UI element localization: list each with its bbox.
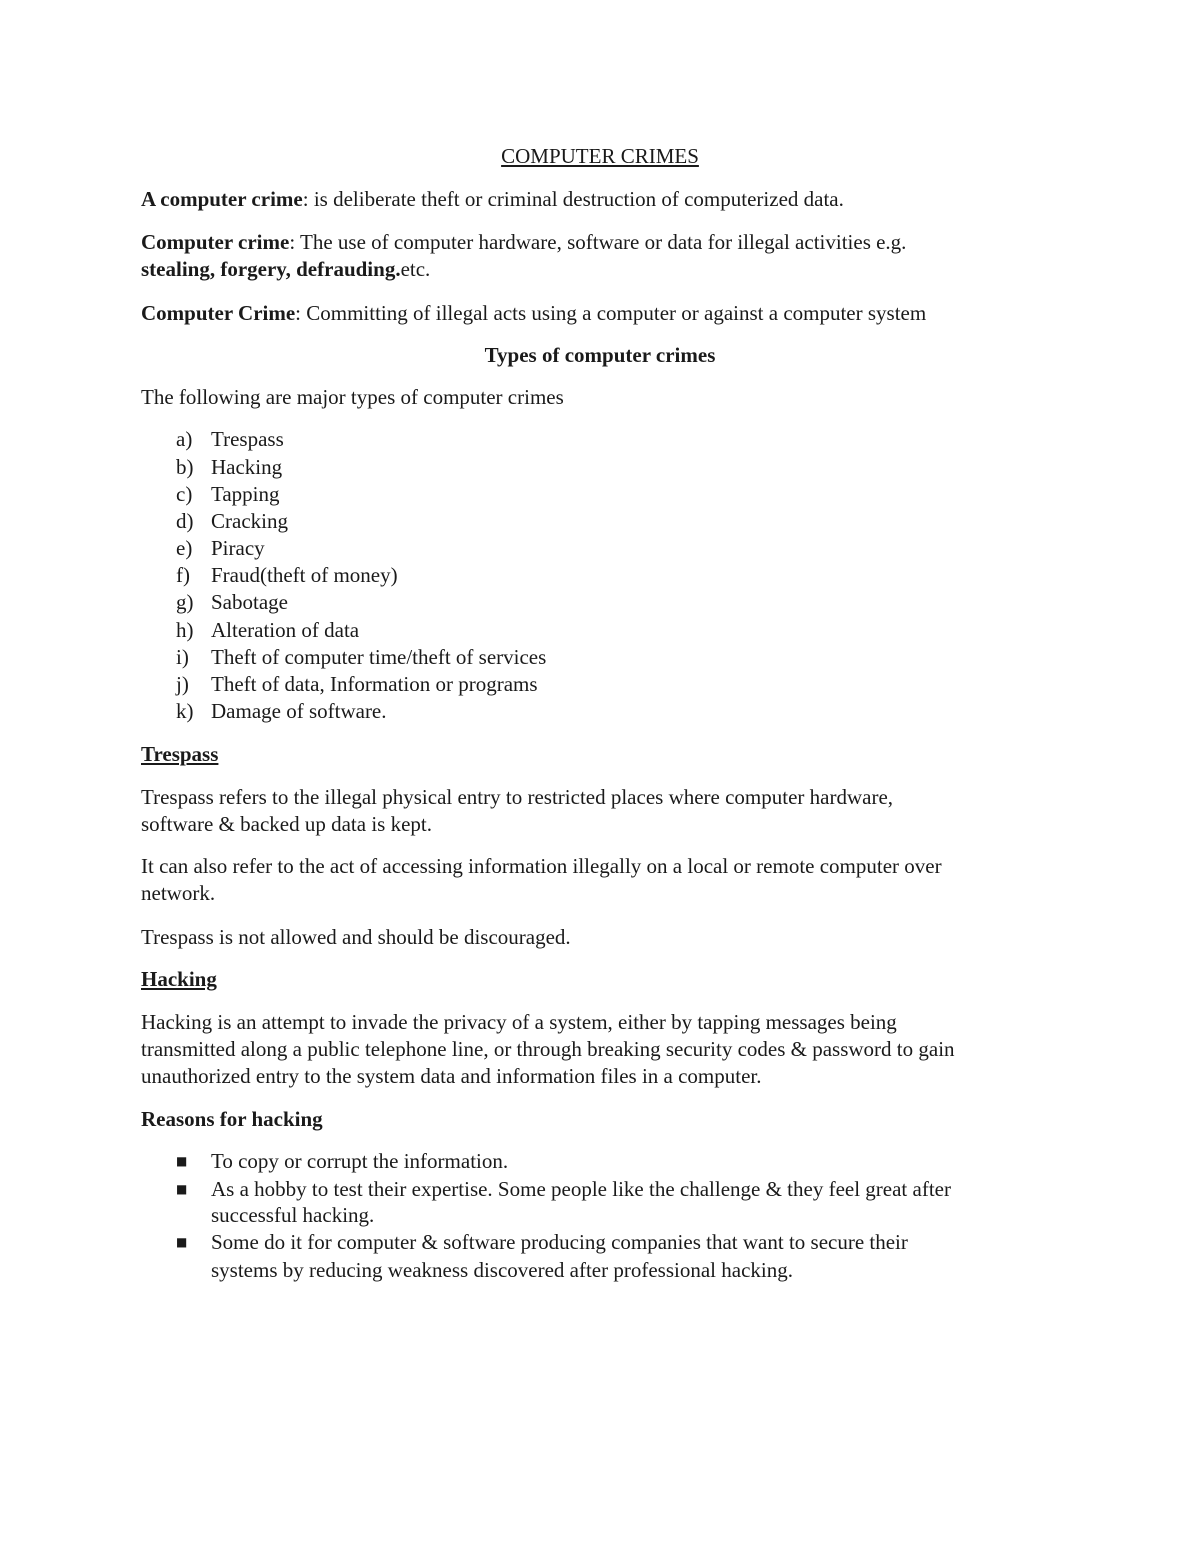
definition-text: : is deliberate theft or criminal destruction of computerized data. [302,187,844,211]
list-item-text: As a hobby to test their expertise. Some people like the challenge & they feel great after [211,1177,951,1201]
paragraph-line: network. [141,881,216,905]
list-marker: h) [176,618,194,642]
square-bullet-icon: ■ [176,1182,188,1196]
list-marker: k) [176,699,194,723]
paragraph-line: It can also refer to the act of accessing information illegally on a local or remote computer over [141,854,942,878]
definition-3 [141,300,926,327]
section-heading-hacking: Hacking [141,967,217,991]
paragraph-line: software & backed up data is kept. [141,812,432,836]
section-heading-trespass: Trespass [141,742,219,766]
list-item-label: Piracy [211,536,265,560]
list-item-text-continued: successful hacking. [211,1203,375,1227]
paragraph-line: transmitted along a public telephone line, or through breaking security codes & password to gain [141,1037,955,1061]
definition-2 [141,229,906,256]
types-heading: Types of computer crimes [484,343,716,367]
definition-2-continued [141,256,430,283]
list-item-text: To copy or corrupt the information. [211,1149,509,1173]
list-item-label: Trespass [211,427,284,451]
list-item-label: Hacking [211,455,283,479]
definition-examples: stealing, forgery, defrauding. [141,257,401,281]
definition-term: Computer crime [141,230,290,254]
square-bullet-icon: ■ [176,1154,188,1168]
paragraph-line: Hacking is an attempt to invade the privacy of a system, either by tapping messages being [141,1010,897,1034]
list-item-label: Cracking [211,509,288,533]
list-marker: g) [176,590,194,614]
definition-term: A computer crime [141,187,303,211]
list-marker: j) [176,672,189,696]
page-title: COMPUTER CRIMES [501,144,699,168]
definition-text: : Committing of illegal acts using a computer or against a computer system [295,301,927,325]
list-marker: i) [176,645,189,669]
list-marker: a) [176,427,193,451]
types-intro: The following are major types of computer crimes [141,385,564,409]
list-item-label: Tapping [211,482,280,506]
list-item-label: Theft of computer time/theft of services [211,645,547,669]
square-bullet-icon: ■ [176,1235,188,1249]
list-marker: c) [176,482,193,506]
list-item-label: Alteration of data [211,618,360,642]
list-item-label: Fraud(theft of money) [211,563,398,587]
paragraph-line: Trespass refers to the illegal physical entry to restricted places where computer hardware, [141,785,894,809]
definition-examples-suffix: etc. [400,257,431,281]
list-marker: e) [176,536,193,560]
list-item-label: Theft of data, Information or programs [211,672,538,696]
paragraph-line: unauthorized entry to the system data and information files in a computer. [141,1064,762,1088]
list-item-text: Some do it for computer & software producing companies that want to secure their [211,1230,908,1254]
definition-1 [141,186,844,213]
list-item-text-continued: systems by reducing weakness discovered after professional hacking. [211,1258,793,1282]
section-heading-reasons: Reasons for hacking [141,1107,323,1131]
list-marker: b) [176,455,194,479]
list-item-label: Sabotage [211,590,288,614]
definition-text: : The use of computer hardware, software or data for illegal activities e.g. [289,230,907,254]
paragraph-line: Trespass is not allowed and should be discouraged. [141,925,571,949]
definition-term: Computer Crime [141,301,296,325]
list-marker: d) [176,509,194,533]
list-marker: f) [176,563,190,587]
list-item-label: Damage of software. [211,699,387,723]
